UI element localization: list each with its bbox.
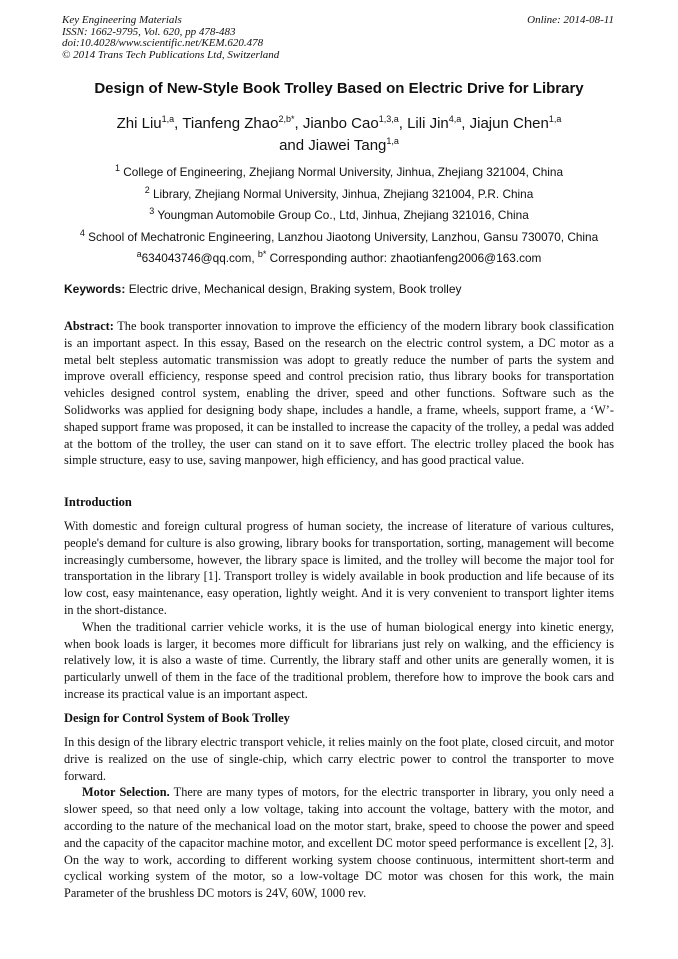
abstract-label: Abstract: <box>64 319 114 333</box>
corresponding-mark: * <box>262 249 267 260</box>
author-separator: , <box>294 115 303 132</box>
author: Zhi Liu <box>116 115 162 132</box>
affiliation-number: 2 <box>144 184 150 195</box>
affiliation-text: School of Mechatronic Engineering, Lanzhou Jiaotong University, Lanzhou, Gansu 730070, China <box>88 229 599 244</box>
issn-line: ISSN: 1662-9795, Vol. 620, pp 478-483 <box>62 25 236 38</box>
introduction-body <box>64 518 614 703</box>
author-sup-text: 2,b <box>278 114 291 124</box>
author: Jiajun Chen <box>469 115 549 132</box>
author-sup: 1,a <box>548 114 562 124</box>
online-date: Online: 2014-08-11 <box>527 14 614 26</box>
author-list <box>40 113 638 157</box>
paragraph <box>64 784 614 902</box>
abstract-text: The book transporter innovation to improve the efficiency of the modern library book classification is an important aspect. In this essay, Based on the research on the electric control system, a DC motor as a metal belt stepless automatic transmission was adopt to greatly reduce the number of parts the system and improve overall efficiency, response speed and control precision ratio, thus library books for transportation vehicles designed control system, enabling the driver, speed and other functions. Software such as the Solidworks was applied for designing body shape, includes a handle, a frame, wheels, support frame, a ‘W’-shaped support frame was proposed, it can be installed to increase the capacity of the trolley, a pedal was added at the bottom of the trolley, the user can stand on it to save effort. The electric trolley placed the book has simple structure, easy to use, saving manpower, high efficiency, and has good practical value. <box>64 319 614 468</box>
affiliation-text: Youngman Automobile Group Co., Ltd, Jinhua, Zhejiang 321016, China <box>157 208 529 222</box>
affiliation-1 <box>30 162 648 184</box>
corresponding-mark: * <box>290 114 295 124</box>
paragraph: In this design of the library electric transport vehicle, it relies mainly on the foot plate, closed circuit, and motor drive is realized on the use of single-chip, which carry electric power to control the transporter to move forward. <box>64 735 614 783</box>
doi-line: doi:10.4028/www.scientific.net/KEM.620.478 <box>62 37 264 50</box>
introduction-heading: Introduction <box>64 495 132 509</box>
affiliation-number: 4 <box>79 227 85 238</box>
author-sup: 4,a <box>448 114 462 124</box>
affiliation-3 <box>30 205 648 227</box>
affiliations <box>30 162 648 269</box>
keywords-text: Electric drive, Mechanical design, Braking system, Book trolley <box>125 282 462 296</box>
author: Jiawei Tang <box>308 137 387 154</box>
design-heading: Design for Control System of Book Trolley <box>64 711 290 725</box>
paragraph: With domestic and foreign cultural progress of human society, the increase of literature of various cultures, people's demand for culture is also growing, library books for transportation, sorting, management will become increasingly cumbersome, however, the library space is limited, and the trolley will become the major tool for transportation in the library [1]. Transport trolley is widely available in book production and life because of its low cost, easy maintenance, easy operation, lightly weight. And it is very convenient to transport lighter items in the short-distance. <box>64 519 614 617</box>
affiliation-number: 1 <box>114 163 120 174</box>
paragraph: When the traditional carrier vehicle works, it is the use of human biological energy into kinetic energy, when book loads is larger, it becomes more difficult for librarians just rely on walking, and the efficiency is relatively low, it is also a waste of time. Currently, the library staff and other units are generally women, it is particularly unwell of them in the face of the traditional problem, therefore how to improve the book cars and increase its practical value is an important aspect. <box>64 619 614 701</box>
motor-selection-label: Motor Selection. <box>82 785 170 800</box>
affiliation-2 <box>30 184 648 206</box>
journal-header <box>62 15 279 61</box>
corresponding-label: Corresponding author: <box>266 251 391 265</box>
author-sup: 1,a <box>386 136 399 146</box>
design-body <box>64 734 614 902</box>
author-sup: 1,a <box>161 114 175 124</box>
affiliation-text: Library, Zhejiang Normal University, Jinhua, Zhejiang 321004, P.R. China <box>152 186 534 201</box>
affiliation-text: College of Engineering, Zhejiang Normal University, Jinhua, Zhejiang 321004, China <box>123 165 564 179</box>
author-sup: 1,3,a <box>378 114 399 124</box>
affiliation-4 <box>30 227 648 249</box>
email-a: 634043746@qq.com, <box>141 251 258 265</box>
author-separator: , <box>461 115 470 132</box>
keywords <box>64 282 462 296</box>
author-separator: , <box>398 115 408 132</box>
author: Lili Jin <box>407 115 449 132</box>
email-line <box>30 248 648 269</box>
author: Jianbo Cao <box>302 115 379 132</box>
paper-title: Design of New-Style Book Trolley Based on Electric Drive for Library <box>94 80 584 97</box>
author-separator: , <box>174 115 183 132</box>
abstract <box>64 318 614 469</box>
author-sup <box>278 114 294 124</box>
author-line-1 <box>40 113 638 135</box>
keywords-label: Keywords: <box>64 282 126 296</box>
author-line-2 <box>40 135 638 157</box>
affiliation-number: 3 <box>149 206 155 217</box>
motor-selection-text: There are many types of motors, for the electric transporter in library, you only need a slower speed, so that need only a low voltage, taking into account the voltage, battery with the motor, and according to the nature of the mechanical load on the motor start, brake, speed to choose the power and speed and the capacity of the capacitor machine motor, and excellent DC motor speed performance is excellent [2, 3]. On the way to work, according to different working system choose continuous, intermittent short-term and cyclical working system of the motor, so a low-voltage DC motor was chosen for this work, the main Parameter of the brushless DC motors is 24V, 60W, 1000 rev. <box>64 785 614 901</box>
email-b: zhaotianfeng2006@163.com <box>390 251 542 265</box>
author-conjunction: and <box>279 137 309 154</box>
copyright-line: © 2014 Trans Tech Publications Ltd, Switzerland <box>62 48 280 61</box>
author: Tianfeng Zhao <box>182 115 279 132</box>
journal-name: Key Engineering Materials <box>62 14 182 26</box>
email-sup-text: b <box>257 249 263 260</box>
email-sup: a <box>136 249 142 260</box>
